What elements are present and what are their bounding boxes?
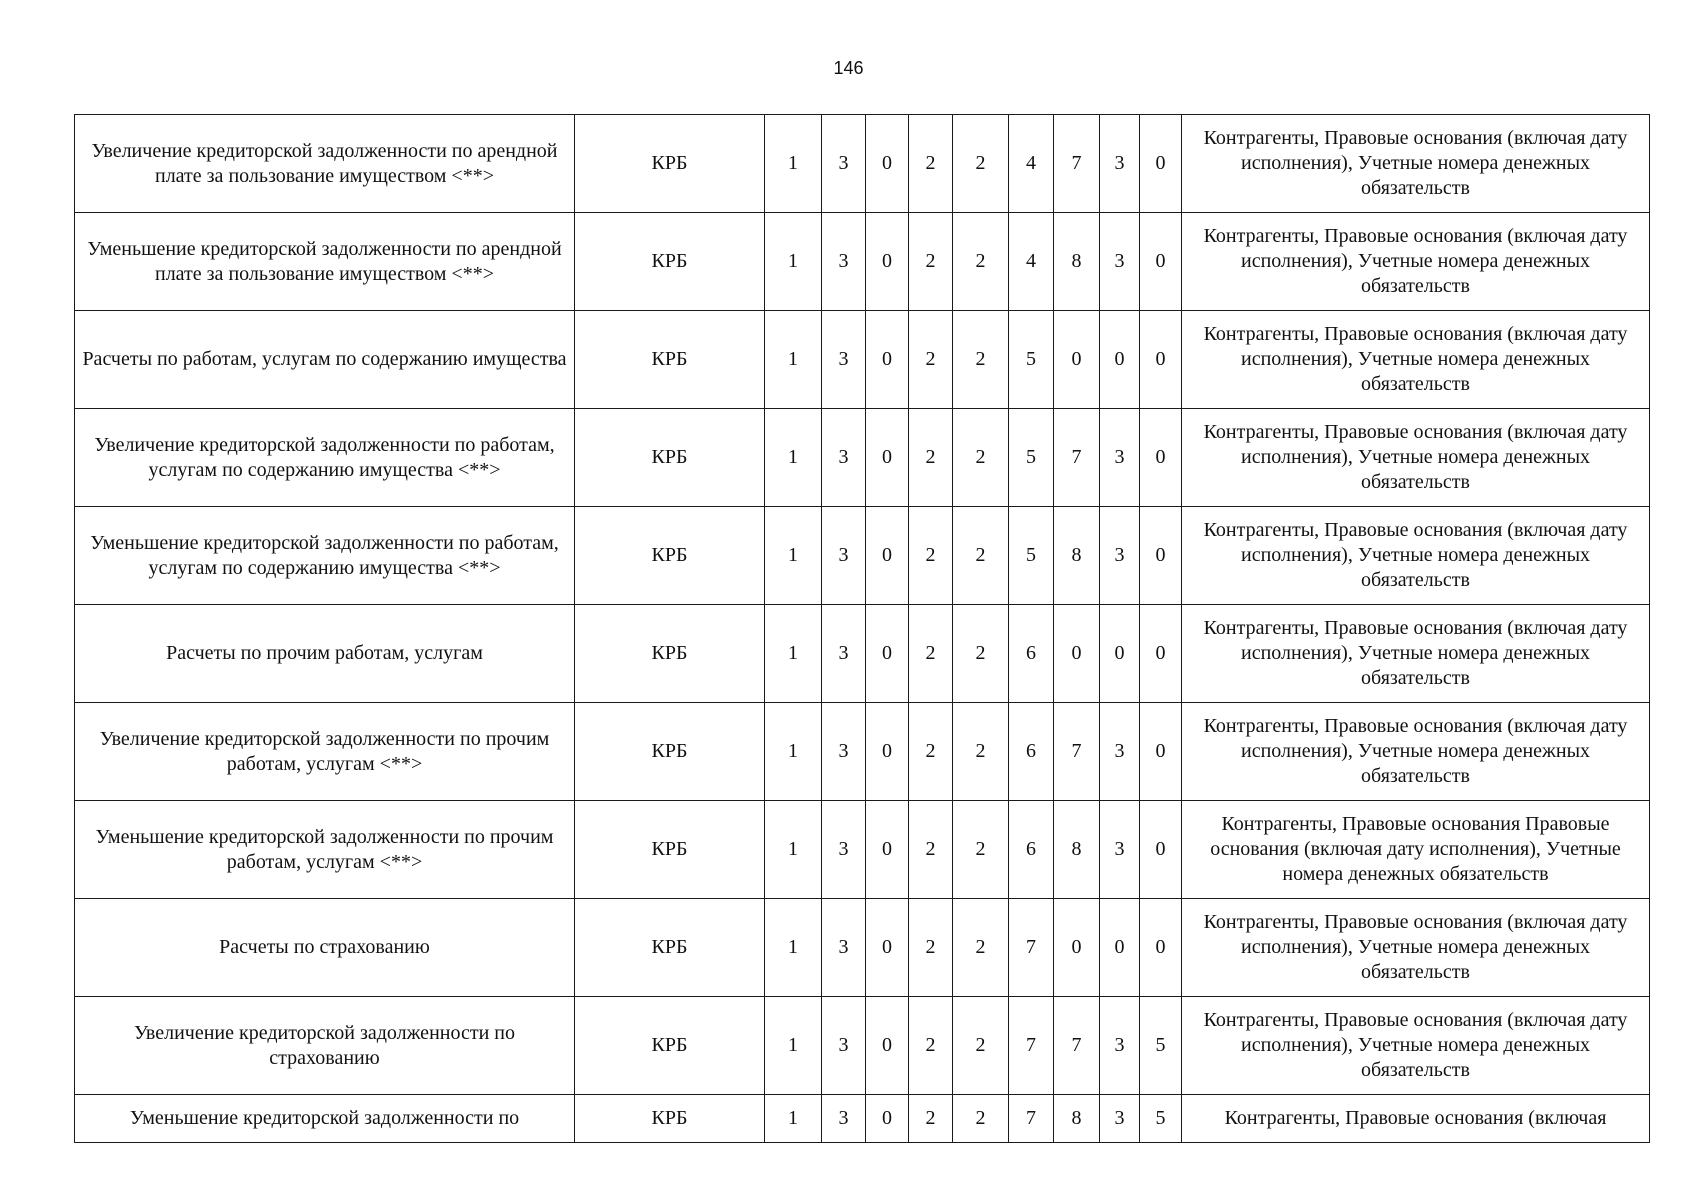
row-analytics: Контрагенты, Правовые основания (включая дату исполнения), Учетные номера денежных обязательств — [1182, 311, 1650, 409]
row-digit: 3 — [822, 115, 866, 213]
row-code: КРБ — [575, 997, 765, 1095]
table-row — [75, 703, 1650, 801]
row-digit: 2 — [953, 115, 1009, 213]
row-code: КРБ — [575, 409, 765, 507]
row-digit: 7 — [1054, 997, 1100, 1095]
accounts-table — [74, 114, 1650, 1143]
row-digit: 2 — [909, 801, 953, 899]
row-digit: 5 — [1140, 1095, 1182, 1143]
row-digit: 7 — [1009, 899, 1054, 997]
table-body — [75, 115, 1650, 1143]
row-digit: 0 — [866, 1095, 909, 1143]
row-description: Увеличение кредиторской задолженности по работам, услугам по содержанию имущества <**> — [75, 409, 575, 507]
row-digit: 0 — [866, 605, 909, 703]
row-digit: 3 — [1100, 801, 1140, 899]
row-code: КРБ — [575, 213, 765, 311]
row-digit: 0 — [1100, 899, 1140, 997]
row-digit: 3 — [822, 703, 866, 801]
row-digit: 2 — [953, 899, 1009, 997]
table-row — [75, 409, 1650, 507]
row-digit: 2 — [953, 507, 1009, 605]
row-analytics: Контрагенты, Правовые основания (включая — [1182, 1095, 1650, 1143]
row-digit: 2 — [909, 507, 953, 605]
row-code: КРБ — [575, 899, 765, 997]
row-description: Расчеты по работам, услугам по содержанию имущества — [75, 311, 575, 409]
row-digit: 0 — [1140, 899, 1182, 997]
row-digit: 1 — [765, 605, 822, 703]
row-digit: 1 — [765, 899, 822, 997]
row-digit: 0 — [866, 213, 909, 311]
row-digit: 1 — [765, 213, 822, 311]
row-digit: 4 — [1009, 213, 1054, 311]
row-description: Увеличение кредиторской задолженности по страхованию — [75, 997, 575, 1095]
row-digit: 5 — [1009, 311, 1054, 409]
row-digit: 0 — [866, 311, 909, 409]
table-row — [75, 507, 1650, 605]
row-digit: 2 — [953, 213, 1009, 311]
row-digit: 3 — [822, 213, 866, 311]
row-digit: 0 — [866, 997, 909, 1095]
row-digit: 3 — [822, 507, 866, 605]
row-digit: 1 — [765, 997, 822, 1095]
row-digit: 2 — [909, 311, 953, 409]
row-digit: 0 — [1140, 409, 1182, 507]
row-digit: 3 — [822, 997, 866, 1095]
row-digit: 7 — [1009, 997, 1054, 1095]
row-digit: 0 — [1054, 605, 1100, 703]
row-analytics: Контрагенты, Правовые основания (включая дату исполнения), Учетные номера денежных обязательств — [1182, 409, 1650, 507]
row-digit: 3 — [822, 899, 866, 997]
row-digit: 3 — [822, 605, 866, 703]
row-digit: 3 — [822, 311, 866, 409]
row-description: Расчеты по страхованию — [75, 899, 575, 997]
row-digit: 0 — [1054, 899, 1100, 997]
row-code: КРБ — [575, 703, 765, 801]
row-digit: 0 — [1140, 213, 1182, 311]
row-digit: 3 — [822, 409, 866, 507]
row-digit: 0 — [1100, 605, 1140, 703]
row-digit: 5 — [1009, 409, 1054, 507]
row-digit: 3 — [822, 801, 866, 899]
row-analytics: Контрагенты, Правовые основания (включая дату исполнения), Учетные номера денежных обязательств — [1182, 899, 1650, 997]
row-description: Уменьшение кредиторской задолженности по прочим работам, услугам <**> — [75, 801, 575, 899]
row-description: Уменьшение кредиторской задолженности по арендной плате за пользование имуществом <**> — [75, 213, 575, 311]
row-digit: 0 — [1140, 115, 1182, 213]
table-row — [75, 997, 1650, 1095]
row-digit: 7 — [1009, 1095, 1054, 1143]
row-code: КРБ — [575, 801, 765, 899]
row-digit: 2 — [953, 311, 1009, 409]
row-digit: 3 — [1100, 115, 1140, 213]
table-row — [75, 899, 1650, 997]
table-row — [75, 213, 1650, 311]
row-digit: 4 — [1009, 115, 1054, 213]
row-digit: 3 — [822, 1095, 866, 1143]
row-digit: 2 — [909, 409, 953, 507]
row-analytics: Контрагенты, Правовые основания (включая дату исполнения), Учетные номера денежных обязательств — [1182, 507, 1650, 605]
row-digit: 0 — [866, 899, 909, 997]
table-row — [75, 605, 1650, 703]
row-analytics: Контрагенты, Правовые основания Правовые основания (включая дату исполнения), Учетные номера денежных обязательств — [1182, 801, 1650, 899]
row-digit: 2 — [909, 899, 953, 997]
row-code: КРБ — [575, 605, 765, 703]
row-digit: 0 — [866, 801, 909, 899]
row-digit: 6 — [1009, 605, 1054, 703]
row-analytics: Контрагенты, Правовые основания (включая дату исполнения), Учетные номера денежных обязательств — [1182, 605, 1650, 703]
row-digit: 1 — [765, 703, 822, 801]
row-digit: 8 — [1054, 507, 1100, 605]
row-digit: 1 — [765, 507, 822, 605]
row-code: КРБ — [575, 1095, 765, 1143]
row-code: КРБ — [575, 115, 765, 213]
row-digit: 5 — [1140, 997, 1182, 1095]
row-digit: 2 — [909, 115, 953, 213]
row-digit: 0 — [1140, 801, 1182, 899]
row-digit: 2 — [909, 997, 953, 1095]
row-digit: 0 — [866, 115, 909, 213]
row-digit: 0 — [1140, 311, 1182, 409]
row-description: Увеличение кредиторской задолженности по арендной плате за пользование имуществом <**> — [75, 115, 575, 213]
row-digit: 2 — [909, 213, 953, 311]
row-digit: 1 — [765, 1095, 822, 1143]
row-digit: 8 — [1054, 801, 1100, 899]
page-number: 146 — [833, 58, 864, 78]
row-digit: 0 — [1100, 311, 1140, 409]
row-digit: 1 — [765, 801, 822, 899]
row-description: Увеличение кредиторской задолженности по прочим работам, услугам <**> — [75, 703, 575, 801]
row-digit: 7 — [1054, 703, 1100, 801]
row-digit: 7 — [1054, 115, 1100, 213]
table-row — [75, 115, 1650, 213]
row-digit: 1 — [765, 311, 822, 409]
row-digit: 3 — [1100, 507, 1140, 605]
row-digit: 0 — [1140, 605, 1182, 703]
row-description: Расчеты по прочим работам, услугам — [75, 605, 575, 703]
row-analytics: Контрагенты, Правовые основания (включая дату исполнения), Учетные номера денежных обязательств — [1182, 213, 1650, 311]
row-digit: 3 — [1100, 1095, 1140, 1143]
row-digit: 0 — [866, 409, 909, 507]
row-digit: 3 — [1100, 409, 1140, 507]
table-row — [75, 801, 1650, 899]
row-digit: 2 — [909, 703, 953, 801]
row-digit: 2 — [953, 605, 1009, 703]
row-description: Уменьшение кредиторской задолженности по работам, услугам по содержанию имущества <**> — [75, 507, 575, 605]
row-description: Уменьшение кредиторской задолженности по — [75, 1095, 575, 1143]
table-row — [75, 311, 1650, 409]
table-row — [75, 1095, 1650, 1143]
row-digit: 0 — [1054, 311, 1100, 409]
row-digit: 0 — [1140, 507, 1182, 605]
row-digit: 2 — [953, 801, 1009, 899]
row-digit: 7 — [1054, 409, 1100, 507]
row-digit: 2 — [953, 703, 1009, 801]
row-digit: 0 — [1140, 703, 1182, 801]
row-digit: 6 — [1009, 801, 1054, 899]
row-digit: 3 — [1100, 703, 1140, 801]
row-digit: 2 — [953, 1095, 1009, 1143]
row-digit: 6 — [1009, 703, 1054, 801]
row-digit: 2 — [953, 409, 1009, 507]
row-code: КРБ — [575, 507, 765, 605]
row-digit: 0 — [866, 507, 909, 605]
row-digit: 1 — [765, 409, 822, 507]
row-digit: 1 — [765, 115, 822, 213]
row-code: КРБ — [575, 311, 765, 409]
row-digit: 2 — [953, 997, 1009, 1095]
row-digit: 8 — [1054, 1095, 1100, 1143]
row-digit: 8 — [1054, 213, 1100, 311]
row-digit: 3 — [1100, 997, 1140, 1095]
row-digit: 2 — [909, 1095, 953, 1143]
row-analytics: Контрагенты, Правовые основания (включая дату исполнения), Учетные номера денежных обязательств — [1182, 115, 1650, 213]
row-digit: 0 — [866, 703, 909, 801]
row-digit: 3 — [1100, 213, 1140, 311]
row-analytics: Контрагенты, Правовые основания (включая дату исполнения), Учетные номера денежных обязательств — [1182, 997, 1650, 1095]
row-analytics: Контрагенты, Правовые основания (включая дату исполнения), Учетные номера денежных обязательств — [1182, 703, 1650, 801]
row-digit: 2 — [909, 605, 953, 703]
row-digit: 5 — [1009, 507, 1054, 605]
